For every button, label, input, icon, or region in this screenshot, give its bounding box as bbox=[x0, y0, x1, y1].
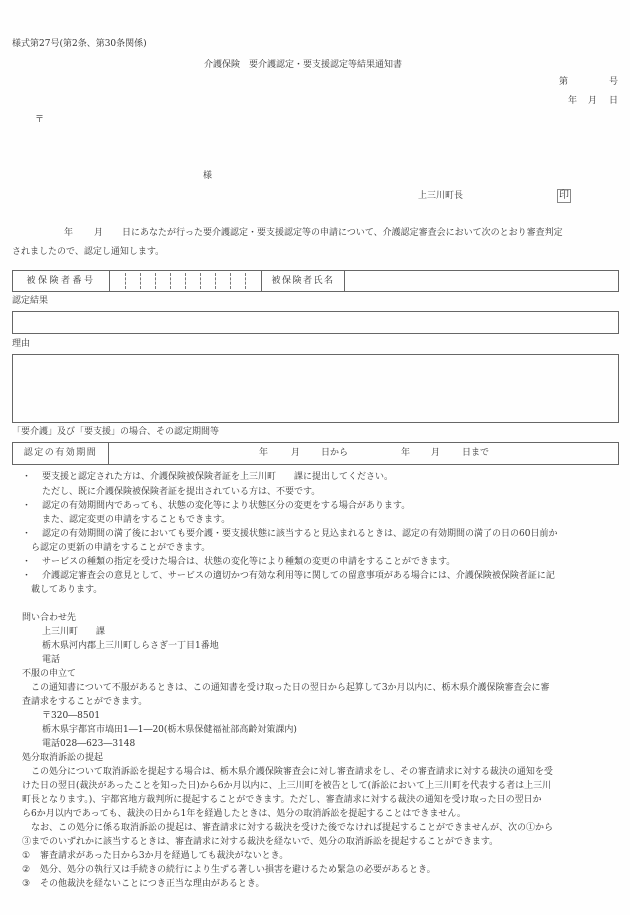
condition-item bbox=[22, 880, 264, 889]
note-text: また、認定変更の申請をすることもできます。 bbox=[42, 515, 231, 525]
note-text: 介護認定審査会の意見として、サービスの適切かつ有効な利用等に関しての留意事項がある場合には、介護保険被保険者証に記 bbox=[42, 571, 555, 581]
intro-line2: されましたので、認定し通知します。 bbox=[12, 247, 165, 257]
digit-separator bbox=[155, 273, 156, 289]
reason-label: 理由 bbox=[12, 339, 31, 349]
valid-period-field[interactable] bbox=[109, 443, 618, 464]
condition-mark: ① bbox=[22, 851, 31, 861]
lawsuit-text: けた日の翌日(裁決があったことを知った日)から6か月以内に、上三川町を被告として(訴訟において上三川町を代表する者は上三川 bbox=[22, 781, 552, 791]
form-number: 様式第27号(第2条、第30条関係) bbox=[12, 39, 147, 49]
period-heading: 「要介護」及び「要支援」の場合、その認定期間等 bbox=[12, 427, 220, 437]
date-year: 年 bbox=[568, 96, 578, 106]
note-item bbox=[22, 502, 410, 511]
intro-line1: 日にあなたが行った要介護認定・要支援認定等の申請について、介護認定審査会において次のとおり審査判定 bbox=[122, 228, 563, 238]
insured-info-table bbox=[12, 270, 619, 292]
note-text: ただし、既に介護保険被保険者証を提出されている方は、不要です。 bbox=[42, 487, 321, 497]
digit-separator bbox=[215, 273, 216, 289]
condition-mark: ② bbox=[22, 865, 31, 875]
bullet: ・ bbox=[22, 571, 32, 581]
lawsuit-heading: 処分取消訴訟の提起 bbox=[22, 753, 104, 763]
bullet: ・ bbox=[22, 501, 32, 511]
bullet: ・ bbox=[22, 557, 32, 567]
objection-address: 栃木県宇都宮市塙田1―1―20(栃木県保健福祉部高齢対策課内) bbox=[42, 725, 297, 735]
condition-mark: ③ bbox=[22, 879, 31, 889]
from-year: 年 bbox=[259, 448, 269, 458]
date-month: 月 bbox=[588, 96, 598, 106]
insured-name-label: 被保険者氏名 bbox=[271, 275, 335, 286]
digit-separator bbox=[245, 273, 246, 289]
condition-text: 審査請求があった日から3か月を経過しても裁決がないとき。 bbox=[40, 851, 289, 861]
insured-number-field[interactable] bbox=[110, 271, 261, 291]
condition-item bbox=[22, 866, 436, 875]
lawsuit-text: なお、この処分に係る取消訴訟の提起は、審査請求に対する裁決を受けた後でなければ提起することができませんが、次の①から bbox=[31, 823, 554, 833]
objection-text: 査請求をすることができます。 bbox=[22, 697, 148, 707]
condition-item bbox=[22, 852, 288, 861]
insured-name-field[interactable] bbox=[345, 271, 618, 291]
bullet: ・ bbox=[22, 529, 32, 539]
from-day: 日から bbox=[321, 448, 349, 458]
contact-phone: 電話 bbox=[42, 655, 61, 665]
contact-office: 上三川町 課 bbox=[42, 627, 106, 637]
digit-separator bbox=[200, 273, 201, 289]
result-label: 認定結果 bbox=[12, 296, 49, 306]
insured-number-label: 被保険者番号 bbox=[26, 275, 96, 286]
lawsuit-text: ③までのいずれかに該当するときは、審査請求に対する裁決を経ないで、処分の取消訴訟を提起することができます。 bbox=[22, 837, 499, 847]
date-day: 日 bbox=[609, 96, 619, 106]
digit-separator bbox=[185, 273, 186, 289]
condition-text: その他裁決を経ないことにつき正当な理由があるとき。 bbox=[40, 879, 265, 889]
valid-period-label: 認定の有効期間 bbox=[23, 448, 98, 458]
document-title: 介護保険 要介護認定・要支援認定等結果通知書 bbox=[204, 60, 403, 70]
note-item bbox=[22, 473, 393, 482]
note-text: 要支援と認定された方は、介護保険被保険者証を上三川町 課に提出してください。 bbox=[42, 472, 394, 482]
reason-field[interactable] bbox=[12, 354, 619, 423]
intro-year: 年 bbox=[64, 228, 74, 238]
objection-text: この通知書について不服があるときは、この通知書を受け取った日の翌日から起算して3か月以内に、栃木県介護保険審査会に審 bbox=[31, 683, 550, 693]
seal-stamp: 印 bbox=[559, 190, 569, 201]
contact-heading: 問い合わせ先 bbox=[22, 613, 77, 623]
note-item bbox=[22, 530, 557, 539]
contact-address: 栃木県河内郡上三川町しらさぎ一丁目1番地 bbox=[42, 641, 219, 651]
lawsuit-text: この処分について取消訴訟を提起する場合は、栃木県介護保険審査会に対し審査請求をし、その審査請求に対する裁決の通知を受 bbox=[31, 767, 553, 777]
doc-number-suffix: 号 bbox=[609, 77, 619, 87]
to-year: 年 bbox=[401, 448, 411, 458]
objection-heading: 不服の申立て bbox=[22, 669, 77, 679]
doc-number-prefix: 第 bbox=[559, 77, 569, 87]
postal-mark: 〒 bbox=[35, 115, 45, 125]
digit-separator bbox=[140, 273, 141, 289]
note-item bbox=[22, 572, 555, 581]
digit-separator bbox=[125, 273, 126, 289]
to-month: 月 bbox=[431, 448, 441, 458]
valid-period-table bbox=[12, 442, 619, 465]
bullet: ・ bbox=[22, 472, 32, 482]
condition-text: 処分、処分の執行又は手続きの続行により生ずる著しい損害を避けるため緊急の必要があるとき。 bbox=[40, 865, 436, 875]
objection-postal: 〒320―8501 bbox=[42, 711, 101, 721]
objection-phone: 電話028―623―3148 bbox=[42, 739, 136, 749]
lawsuit-text: 町長となります。)、宇都宮地方裁判所に提起することができます。ただし、審査請求に対する裁決の通知を受け取った日の翌日か bbox=[22, 795, 542, 805]
from-month: 月 bbox=[291, 448, 301, 458]
note-text: 認定の有効期間内であっても、状態の変化等により状態区分の変更をする場合があります。 bbox=[42, 501, 411, 511]
intro-month: 月 bbox=[94, 228, 104, 238]
digit-separator bbox=[230, 273, 231, 289]
note-text: 認定の有効期間の満了後においても要介護・要支援状態に該当すると見込まれるときは、認定の有効期間の満了の日の60日前か bbox=[42, 529, 558, 539]
issuer-name: 上三川町長 bbox=[418, 191, 464, 201]
result-field[interactable] bbox=[12, 311, 619, 334]
note-text: サービスの種類の指定を受けた場合は、状態の変化等により種類の変更の申請をすることができます。 bbox=[42, 557, 456, 567]
lawsuit-text: ら6か月以内であっても、裁決の日から1年を経過したときは、処分の取消訴訟を提起することはできません。 bbox=[22, 809, 466, 819]
digit-separator bbox=[170, 273, 171, 289]
to-day: 日まで bbox=[462, 448, 490, 458]
addressee-suffix: 様 bbox=[203, 171, 213, 181]
note-text: 載してあります。 bbox=[31, 585, 103, 595]
note-item bbox=[22, 558, 455, 567]
note-text: ら認定の更新の申請をすることができます。 bbox=[31, 543, 211, 553]
